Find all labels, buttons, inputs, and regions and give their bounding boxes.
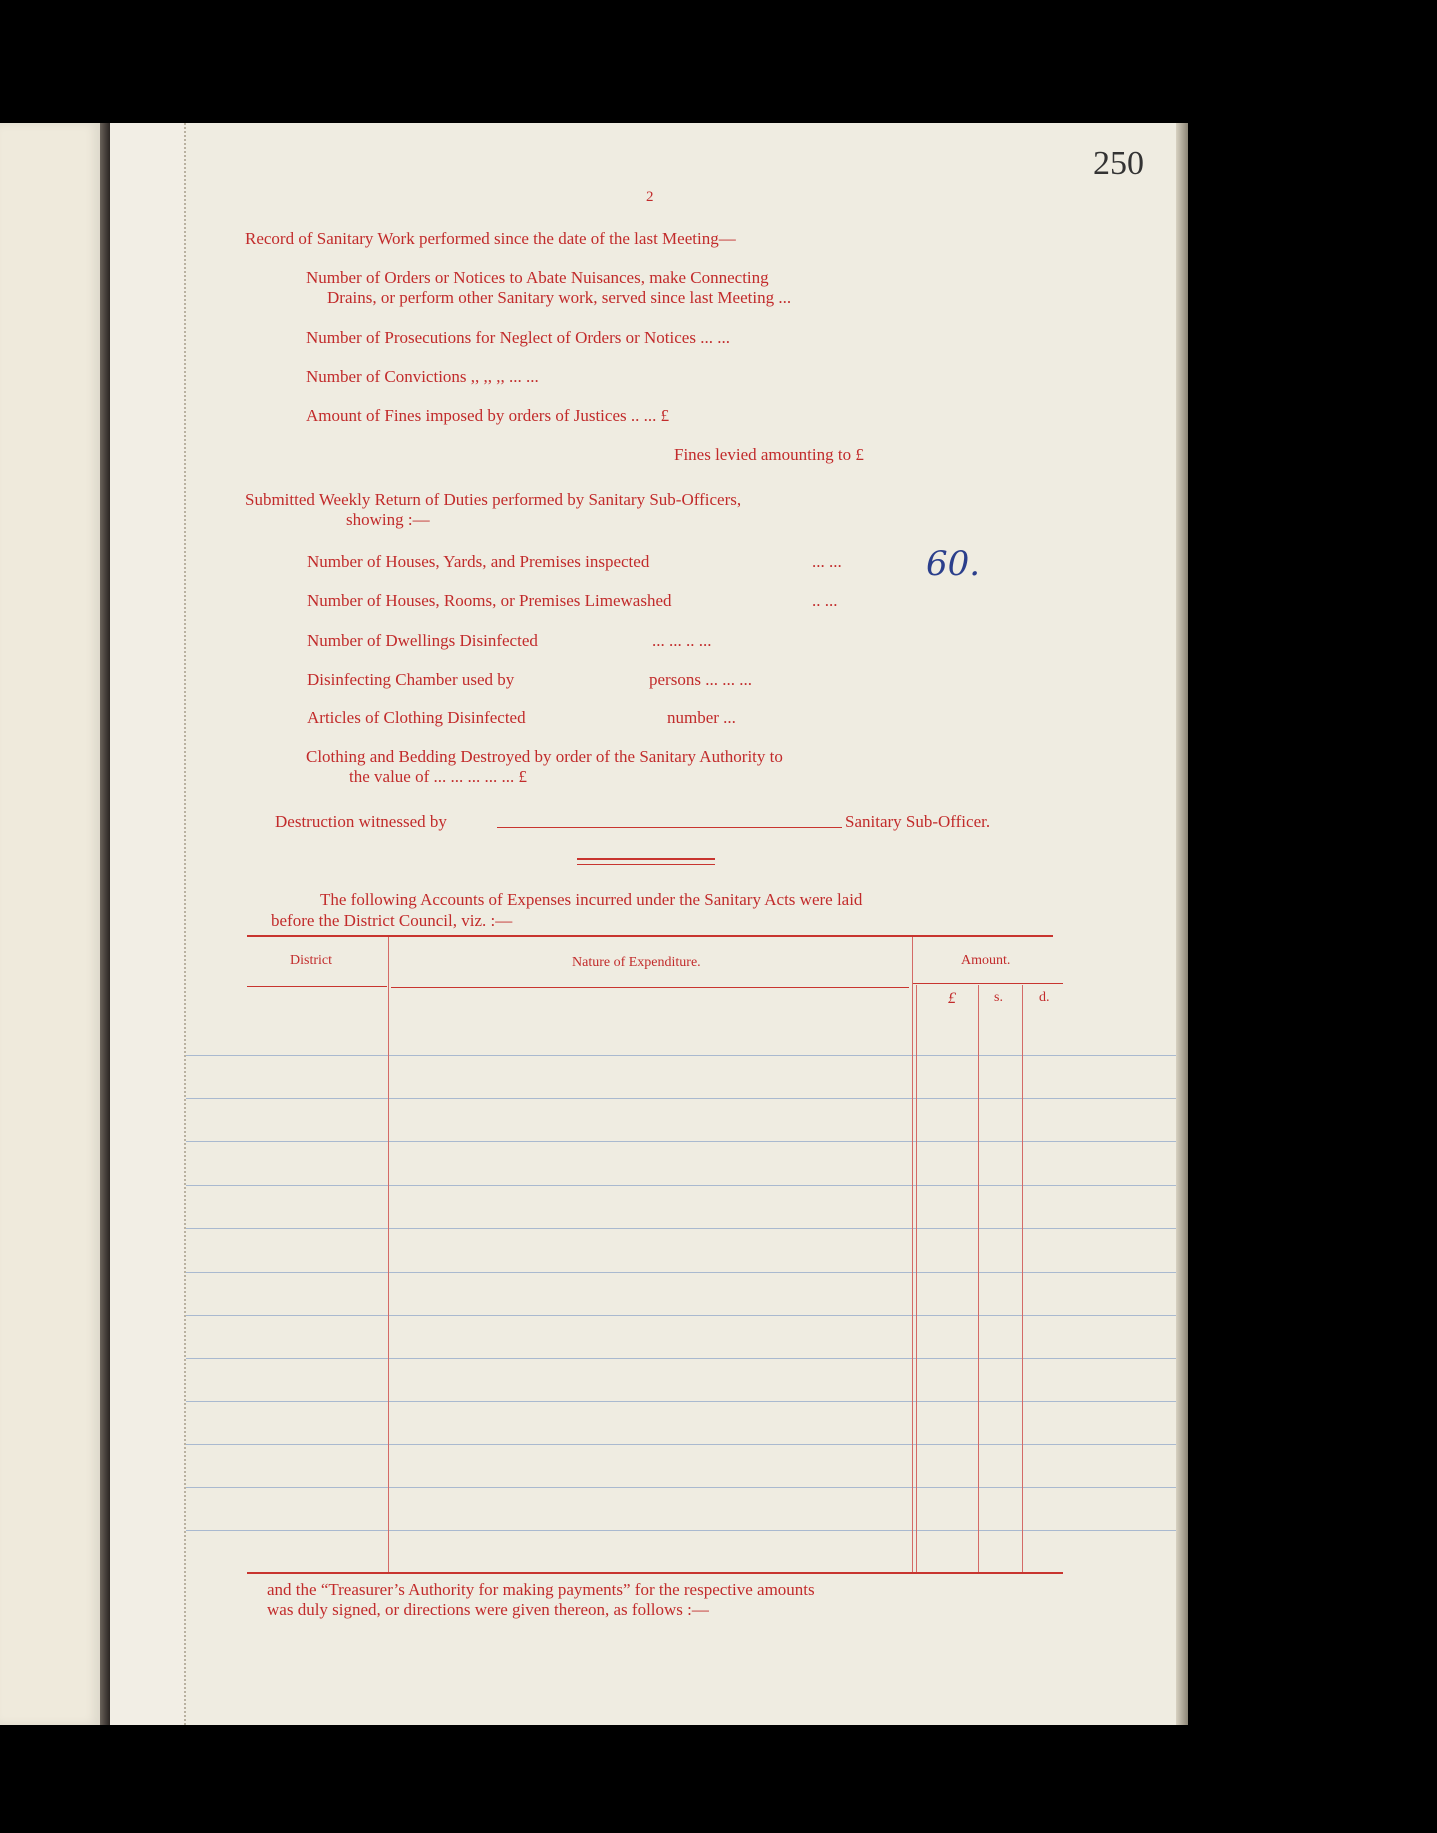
weekly-item-disinfected: Number of Dwellings Disinfected [307,631,538,650]
page-subnumber: 2 [646,189,654,205]
section-divider [577,864,715,865]
column-divider [1022,985,1023,1573]
signature-line [497,827,842,828]
weekly-item-clothing-dots: number ... [667,708,736,727]
fines-levied: Fines levied amounting to £ [674,445,864,464]
table-header-rule [247,986,387,987]
weekly-heading-line2: showing :— [346,510,430,529]
left-page [0,123,102,1725]
weekly-heading-line1: Submitted Weekly Return of Duties performed by Sanitary Sub-Officers, [245,490,742,509]
ledger-line [186,1358,1176,1359]
ledger-line [186,1401,1176,1402]
table-bottom-rule [247,1572,1063,1574]
column-divider [978,985,979,1573]
ledger-line [186,1185,1176,1186]
ledger-line [186,1098,1176,1099]
book-gutter [100,123,110,1725]
col-amount: Amount. [961,953,1011,968]
clothing-destroyed-line1: Clothing and Bedding Destroyed by order of the Sanitary Authority to [306,747,783,766]
record-item-prosecutions: Number of Prosecutions for Neglect of Orders or Notices ... ... [306,328,730,347]
table-top-rule [247,935,1053,937]
closing-line2: was duly signed, or directions were given thereon, as follows :— [267,1600,709,1619]
col-shillings: s. [994,990,1003,1005]
weekly-item-clothing: Articles of Clothing Disinfected [307,708,526,727]
ledger-line [186,1530,1176,1531]
weekly-item-limewashed-dots: .. ... [812,591,838,610]
page-number: 250 [1093,145,1144,182]
page-stub [110,123,186,1725]
weekly-item-chamber: Disinfecting Chamber used by [307,670,515,689]
weekly-item-houses: Number of Houses, Yards, and Premises inspected [307,552,650,571]
weekly-item-chamber-dots: persons ... ... ... [649,670,752,689]
record-item-fines: Amount of Fines imposed by orders of Justices .. ... £ [306,406,670,425]
record-item-convictions: Number of Convictions ,, ,, ,, ... ... [306,367,539,386]
record-heading: Record of Sanitary Work performed since the date of the last Meeting— [245,229,736,248]
accounts-intro-line1: The following Accounts of Expenses incurred under the Sanitary Acts were laid [320,890,863,909]
col-district: District [290,953,332,968]
page-edge [1176,123,1188,1725]
ledger-line [186,1228,1176,1229]
closing-line1: and the “Treasurer’s Authority for making payments” for the respective amounts [267,1580,815,1599]
section-divider [577,858,715,860]
ledger-line [186,1487,1176,1488]
weekly-item-disinfected-dots: ... ... .. ... [652,631,712,650]
table-header-rule [913,983,1063,984]
ledger-line [186,1055,1176,1056]
destruction-label: Destruction witnessed by [275,812,447,831]
weekly-item-houses-dots: ... ... [812,552,842,571]
clothing-destroyed-line2: the value of ... ... ... ... ... £ [349,767,527,786]
col-pence: d. [1039,990,1050,1005]
column-divider [912,937,913,1573]
record-item-orders-line1: Number of Orders or Notices to Abate Nuisances, make Connecting [306,268,769,287]
accounts-intro-line2: before the District Council, viz. :— [271,911,513,930]
weekly-item-limewashed: Number of Houses, Rooms, or Premises Limewashed [307,591,672,610]
handwritten-value: 60. [926,544,981,584]
ledger-line [186,1272,1176,1273]
col-pounds: £ [948,990,956,1007]
column-divider [388,937,389,1573]
sub-officer-label: Sanitary Sub-Officer. [845,812,991,831]
table-header-rule [391,987,909,988]
ledger-line [186,1141,1176,1142]
record-item-orders-line2: Drains, or perform other Sanitary work, served since last Meeting ... [327,288,792,307]
column-divider [916,985,917,1573]
ledger-line [186,1315,1176,1316]
ledger-line [186,1444,1176,1445]
col-nature: Nature of Expenditure. [572,955,701,970]
